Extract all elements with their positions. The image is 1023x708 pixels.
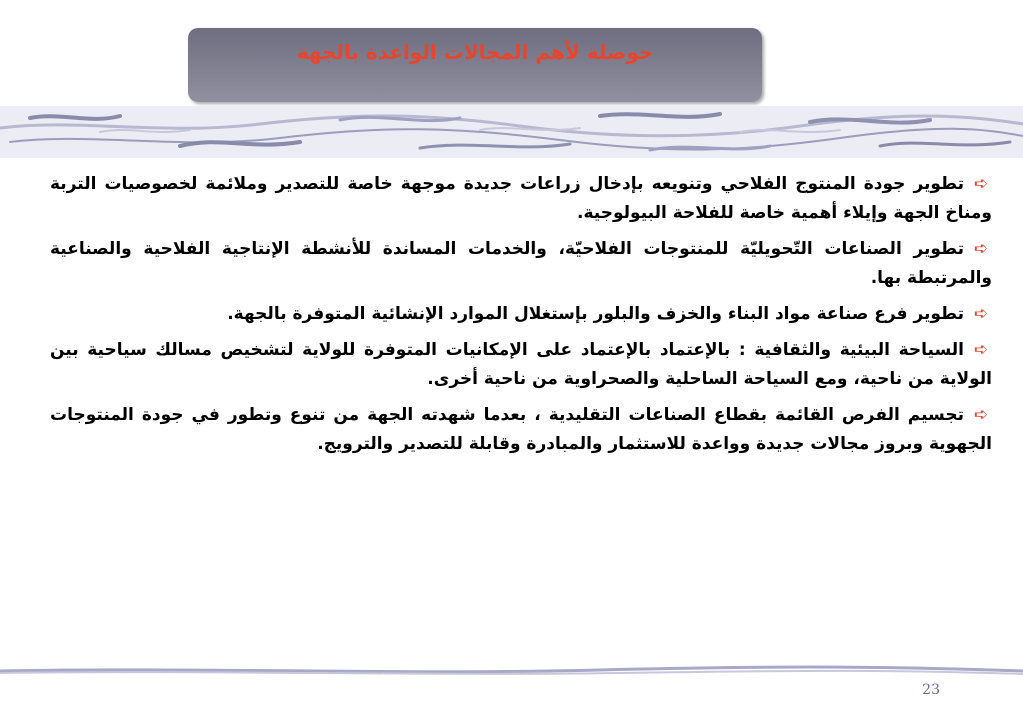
bullet-item <box>50 235 992 293</box>
decorative-band <box>0 106 1023 158</box>
bullet-text: السياحة البيئية والثقافية : بالإعتماد بالإعتماد على الإمكانيات المتوفرة للولاية لتشخيص مسالك سياحية بين الولاية من ناحية، ومع السياحة الساحلية والصحراوية من ناحية أخرى. <box>50 340 992 389</box>
bullet-item <box>50 336 992 394</box>
wave-decoration <box>0 106 1023 158</box>
arrow-bullet-icon: ➪ <box>973 405 989 425</box>
bullet-list <box>50 170 992 466</box>
bullet-item <box>50 401 992 459</box>
bullet-item <box>50 170 992 228</box>
arrow-bullet-icon: ➪ <box>973 340 989 360</box>
bottom-wave-line <box>0 664 1023 678</box>
bullet-text: تجسيم الفرص القائمة بقطاع الصناعات التقليدية ، بعدما شهدته الجهة من تنوع وتطور في جودة المنتوجات الجهوية وبروز مجالات جديدة وواعدة للاستثمار والمبادرة وقابلة للتصدير والترويج. <box>50 405 992 454</box>
page-number: 23 <box>922 682 940 698</box>
arrow-bullet-icon: ➪ <box>973 174 989 194</box>
bullet-text: تطوير الصناعات التّحويليّة للمنتوجات الفلاحيّة، والخدمات المساندة للأنشطة الإنتاجية الفلاحية والصناعية والمرتبطة بها. <box>50 239 992 288</box>
title-box <box>188 28 762 102</box>
bullet-item <box>50 300 992 329</box>
bullet-text: تطوير فرع صناعة مواد البناء والخزف والبلور بإستغلال الموارد الإنشائية المتوفرة بالجهة. <box>227 304 964 324</box>
arrow-bullet-icon: ➪ <box>973 304 989 324</box>
arrow-bullet-icon: ➪ <box>973 239 989 259</box>
bullet-text: تطوير جودة المنتوج الفلاحي وتنويعه بإدخال زراعات جديدة موجهة خاصة للتصدير وملائمة لخصوصيات التربة ومناخ الجهة وإيلاء أهمية خاصة للفلاحة البيولوجية. <box>50 174 992 223</box>
slide-title: حوصلة لأهم المجالات الواعدة بالجهة <box>296 40 654 64</box>
